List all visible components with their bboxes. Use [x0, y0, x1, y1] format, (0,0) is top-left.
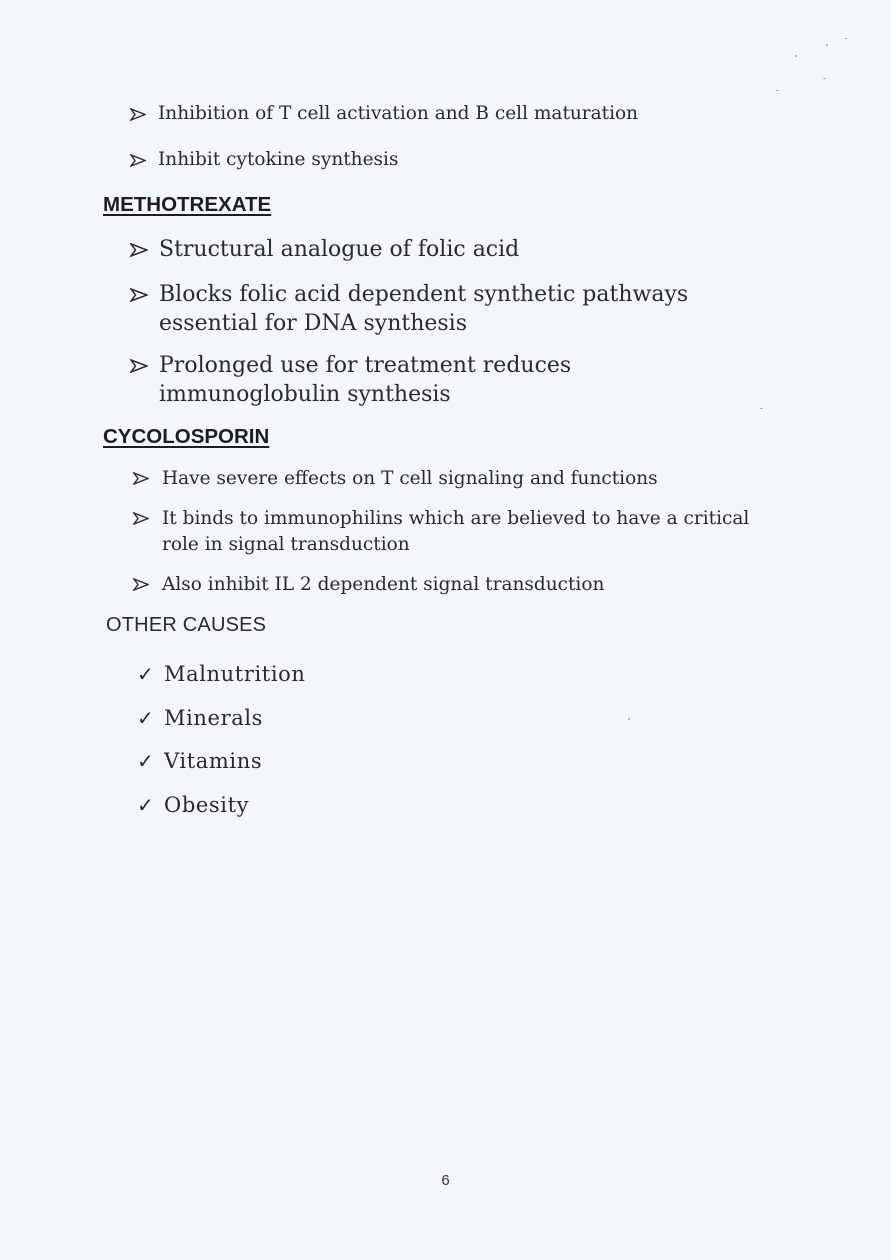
list-item — [130, 102, 780, 148]
scan-speck — [628, 718, 630, 720]
scan-speck — [776, 90, 779, 91]
list-item-text: Have severe effects on T cell signaling and functions — [162, 468, 658, 489]
cycolosporin-heading: CYCOLOSPORIN — [103, 425, 270, 448]
list-item-text: It binds to immunophilins which are believed to have a critical role in signal transduction — [162, 508, 750, 555]
list-item — [137, 747, 537, 791]
other-causes-list — [137, 660, 537, 834]
scan-speck — [845, 38, 847, 39]
arrow-bullet-icon — [133, 472, 149, 485]
scan-speck — [795, 55, 797, 57]
arrow-bullet-icon — [130, 288, 148, 302]
list-item-text: Inhibition of T cell activation and B cell maturation — [158, 103, 639, 124]
list-item — [130, 235, 780, 280]
methotrexate-heading: METHOTREXATE — [103, 193, 272, 216]
immunosuppression-effects-list — [130, 102, 780, 194]
list-item-text: Blocks folic acid dependent synthetic pathways essential for DNA synthesis — [159, 282, 689, 336]
list-item-text: Vitamins — [164, 749, 263, 773]
arrow-bullet-icon — [130, 243, 148, 257]
page-number: 6 — [441, 1172, 450, 1189]
list-item-text: Obesity — [164, 792, 250, 817]
arrow-bullet-icon — [130, 154, 146, 167]
checkmark-icon: ✓ — [137, 749, 155, 773]
scan-speck — [760, 408, 763, 409]
other-causes-heading: OTHER CAUSES — [106, 614, 267, 636]
arrow-bullet-icon — [133, 578, 149, 591]
list-item-text: Also inhibit IL 2 dependent signal transduction — [162, 574, 605, 595]
checkmark-icon: ✓ — [137, 792, 155, 817]
list-item — [137, 660, 537, 704]
list-item — [133, 466, 783, 506]
scan-speck — [823, 78, 826, 79]
list-item-text: Inhibit cytokine synthesis — [158, 149, 399, 170]
list-item — [130, 280, 780, 351]
methotrexate-list — [130, 235, 780, 425]
list-item — [130, 351, 780, 425]
list-item — [133, 572, 783, 612]
list-item-text: Structural analogue of folic acid — [159, 237, 520, 262]
scan-speck — [826, 44, 828, 46]
list-item — [133, 506, 783, 572]
arrow-bullet-icon — [130, 108, 146, 121]
cycolosporin-list — [133, 466, 783, 612]
list-item — [137, 704, 537, 748]
checkmark-icon: ✓ — [137, 705, 155, 730]
list-item-text: Prolonged use for treatment reduces immunoglobulin synthesis — [159, 353, 572, 407]
list-item — [130, 148, 780, 194]
list-item-text: Malnutrition — [164, 662, 306, 686]
arrow-bullet-icon — [130, 359, 148, 373]
checkmark-icon: ✓ — [137, 662, 155, 686]
arrow-bullet-icon — [133, 512, 149, 525]
list-item — [137, 791, 537, 835]
list-item-text: Minerals — [164, 705, 264, 730]
